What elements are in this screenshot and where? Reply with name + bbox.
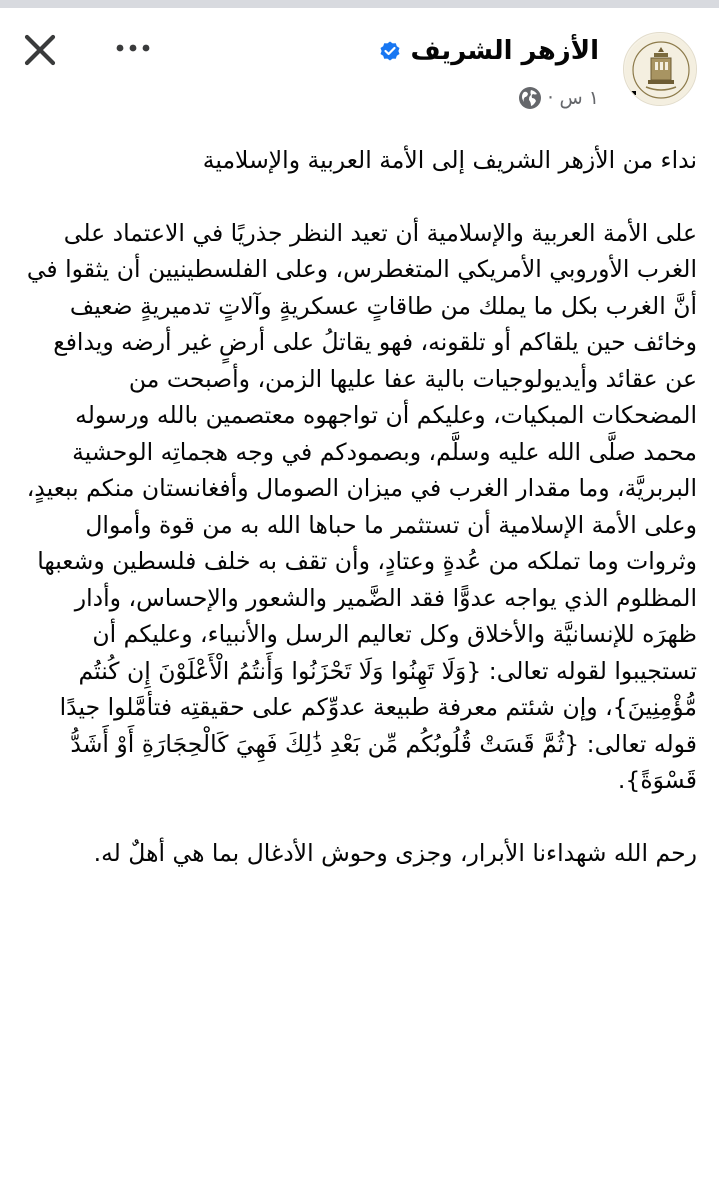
more-options-button[interactable] [112, 36, 154, 60]
meta-separator: · [547, 87, 554, 109]
top-strip [0, 0, 719, 8]
azhar-logo-icon [624, 33, 697, 106]
page-name-row [378, 36, 599, 66]
verified-badge-icon [378, 39, 402, 63]
post-header [0, 30, 719, 120]
post-message [20, 142, 697, 871]
post-title-paragraph: نداء من الأزهر الشريف إلى الأمة العربية والإسلامية [202, 146, 697, 174]
page-avatar[interactable] [623, 32, 697, 106]
globe-icon[interactable] [518, 86, 542, 110]
post-meta [518, 86, 600, 110]
post-time[interactable]: ١ س [559, 87, 599, 109]
post-closing-paragraph: رحم الله شهداءنا الأبرار، وجزى وحوش الأدغال بما هي أهلٌ له. [93, 838, 697, 867]
post-body-paragraph: على الأمة العربية والإسلامية أن تعيد النظر جذريًا في الاعتماد على الغرب الأوروبي الأمريكي المتغطرس، وعلى الفلسطينيين أن يثقوا في أنَّ الغرب بكل ما يملك من طاقاتٍ عسكريةٍ وآلاتٍ تدميريةٍ ضعيف وخائف حين يلقاكم أو تلقونه، فهو يقاتلُ على أرضٍ غير أرضه ويدافع عن عقائد وأيديولوجيات بالية عفا عليها الزمن، وأصبحت من المضحكات المبكيات، وعليكم أن تواجهوه معتصمين بالله ورسوله محمد صلَّى الله عليه وسلَّم، وبصمودكم في وجه هجماتِه الوحشية البربريَّة، وما مقدار الغرب في ميزان الصومال وأفغانستان منكم ببعيدٍ، وعلى الأمة الإسلامية أن تستثمر ما حباها الله به من قوة وأموال وثروات وما تملكه من عُدةٍ وعتادٍ، وأن تقف به خلف فلسطين وشعبها المظلوم الذي يواجه عدوًّا فقد الضَّمير والشعور والإحساس، وأدار ظهرَه للإنسانيَّة والأخلاق وكل تعاليم الرسل والأنبياء، وعليكم أن تستجيبوا لقوله تعالى: {وَلَا تَهِنُوا وَلَا تَحْزَنُوا وَأَنتُمُ الْأَعْلَوْنَ إِن كُنتُم مُّؤْمِنِينَ}، وإن شئتم معرفة طبيعة عدوِّكم على حقيقتِه فتأمَّلوا جيدًا قوله تعالى: {ثُمَّ قَسَتْ قُلُوبُكُم مِّن بَعْدِ ذَٰلِكَ فَهِيَ كَالْحِجَارَةِ أَوْ أَشَدُّ قَسْوَةً}. [19, 218, 697, 794]
close-icon [22, 32, 58, 68]
page-name[interactable]: الأزهر الشريف [410, 36, 599, 66]
more-dots-icon [112, 36, 154, 60]
close-button[interactable] [22, 32, 58, 68]
